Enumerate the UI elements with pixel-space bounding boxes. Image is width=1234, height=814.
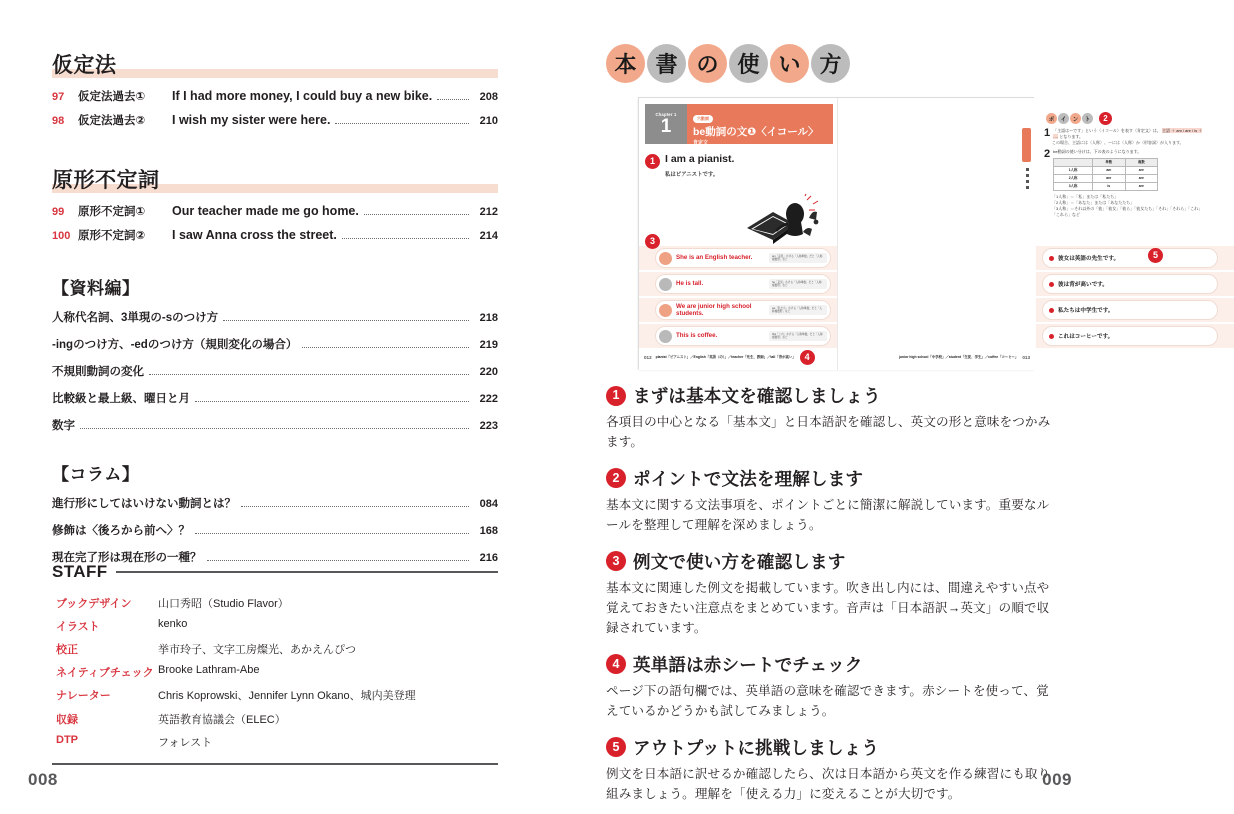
answer-marker-icon bbox=[1049, 308, 1054, 313]
staff-row bbox=[52, 707, 498, 730]
speaker-face-icon bbox=[659, 278, 672, 291]
explanation-number-badge: 5 bbox=[606, 737, 626, 757]
sample-answer-row bbox=[1036, 324, 1234, 348]
toc-row-number: 98 bbox=[52, 115, 65, 127]
sample-page-number-left: 012 bbox=[644, 355, 652, 360]
answer-marker-icon bbox=[1049, 256, 1054, 261]
toc-row[interactable] bbox=[52, 109, 498, 134]
sample-unit-header bbox=[645, 104, 833, 144]
sample-point-note: 「2人称」＝「あなた」または「あなたたち」 bbox=[1052, 200, 1135, 206]
explanation-item bbox=[606, 652, 1060, 722]
staff-row bbox=[52, 661, 498, 684]
explanation-title: 英単語は赤シートでチェック bbox=[633, 654, 863, 675]
explanation-number-badge: 2 bbox=[606, 468, 626, 488]
toc-row[interactable] bbox=[52, 357, 498, 384]
explanation-item bbox=[606, 549, 1060, 639]
explanation-title: ポイントで文法を理解します bbox=[633, 468, 864, 489]
sample-example-en: She is an English teacher. bbox=[676, 254, 753, 262]
sample-right-page bbox=[837, 98, 1203, 370]
leader-dots bbox=[342, 238, 469, 239]
pianist-illustration-icon bbox=[743, 194, 823, 246]
sample-chapter-number: 1 bbox=[660, 116, 672, 137]
sample-point-text: be動詞の使い分けは、下の表のようになります。 bbox=[1053, 149, 1142, 154]
toc-row-page: 216 bbox=[479, 551, 498, 564]
sample-example-note: this「これ」かける「人称単数」だと「人称複数形」など bbox=[769, 331, 827, 342]
staff-value: Brooke Lathram-Abe bbox=[158, 664, 260, 677]
callout-badge-2: 2 bbox=[1099, 112, 1112, 125]
table-cell: are bbox=[1125, 167, 1158, 175]
toc-row[interactable] bbox=[52, 489, 498, 516]
sample-point-note: 「1人称」＝「私」または「私たち」 bbox=[1052, 194, 1119, 200]
toc-row-label: 人称代名詞、3単現の-sのつけ方 bbox=[52, 311, 219, 324]
sample-be-verb-table bbox=[1053, 158, 1158, 191]
explanation-number-badge: 4 bbox=[606, 654, 626, 674]
explanation-number-badge: 1 bbox=[606, 386, 626, 406]
explanation-item bbox=[606, 735, 1060, 805]
leader-dots bbox=[149, 374, 469, 375]
leader-dots bbox=[80, 428, 469, 429]
staff-role: 校正 bbox=[56, 643, 78, 656]
table-cell: 3人称 bbox=[1054, 183, 1093, 191]
leader-dots bbox=[302, 347, 469, 348]
sample-point-number: 1 bbox=[1044, 127, 1051, 139]
explanation-body: ページ下の語句欄では、英単語の意味を確認できます。赤シートを使って、覚えているかどうかも試してみましょう。 bbox=[606, 683, 1049, 719]
sample-answer-ja: 彼は背が高いです。 bbox=[1058, 282, 1108, 288]
speaker-face-icon bbox=[659, 304, 672, 317]
sample-answer-row bbox=[1036, 246, 1234, 270]
sample-vocab-right: junior high school「中学校」／student「生徒、学生」／coffee「コーヒー」 bbox=[899, 355, 1019, 360]
toc-section-appendix bbox=[52, 274, 498, 438]
explanation-body: 各項目の中心となる「基本文」と日本語訳を確認し、英文の形と意味をつかみます。 bbox=[606, 415, 1051, 450]
toc-row-page: 212 bbox=[479, 205, 498, 218]
toc-row-page: 168 bbox=[479, 524, 498, 537]
page-number-right: 009 bbox=[1042, 770, 1072, 789]
staff-value: フォレスト bbox=[158, 736, 213, 749]
table-cell: is bbox=[1092, 183, 1125, 191]
sample-footer-left bbox=[639, 350, 837, 365]
toc-row-page: 210 bbox=[479, 115, 498, 127]
toc-row-label: 現在完了形は現在形の一種？ bbox=[52, 551, 202, 564]
toc-row-number: 97 bbox=[52, 90, 65, 103]
staff-row bbox=[52, 684, 498, 707]
toc-row-label: 仮定法過去① bbox=[78, 90, 146, 103]
staff-value: 英語教育協議会（ELEC） bbox=[158, 713, 286, 726]
chapter-side-dots bbox=[1026, 168, 1029, 189]
sample-point-label bbox=[1046, 112, 1112, 125]
explanation-title: まずは基本文を確認しましょう bbox=[633, 386, 881, 406]
sample-example-row bbox=[639, 246, 837, 270]
leader-dots bbox=[241, 506, 469, 507]
explanation-header bbox=[606, 383, 1060, 408]
staff-role: ネイティブチェック bbox=[56, 667, 154, 680]
table-cell: are bbox=[1125, 175, 1158, 183]
toc-row-label: 修飾は〈後ろから前へ〉？ bbox=[52, 524, 190, 537]
sample-left-page bbox=[639, 98, 837, 370]
sample-answer-row bbox=[1036, 272, 1234, 296]
explanation-number-badge: 3 bbox=[606, 551, 626, 571]
sample-example-card bbox=[655, 248, 831, 268]
point-label-char: ト bbox=[1082, 113, 1093, 124]
sample-spread-preview bbox=[638, 97, 1203, 369]
staff-title: STAFF bbox=[52, 562, 108, 581]
page-number-left: 008 bbox=[28, 770, 58, 789]
table-cell: 2人称 bbox=[1054, 175, 1093, 183]
sample-basic-sentence-ja: 私はピアニストです。 bbox=[665, 172, 719, 178]
sample-example-note: am「意見」かける「人称単数」だと「人称複数形」など bbox=[769, 253, 827, 264]
chapter-side-tab bbox=[1022, 128, 1031, 162]
table-header bbox=[1054, 159, 1093, 167]
toc-row-page: 222 bbox=[479, 392, 498, 405]
toc-row[interactable] bbox=[52, 411, 498, 438]
staff-rule bbox=[116, 571, 498, 572]
sample-example-card bbox=[655, 274, 831, 294]
answer-marker-icon bbox=[1049, 282, 1054, 287]
left-page-toc bbox=[0, 0, 550, 814]
toc-heading-text: 仮定法 bbox=[52, 54, 117, 77]
sample-footer bbox=[639, 350, 1035, 365]
sample-answer-card bbox=[1042, 300, 1218, 320]
explanation-header bbox=[606, 735, 1060, 760]
sample-example-note: we「私たち」かける「人称単数」だと「人称複数形」など bbox=[769, 305, 827, 316]
sample-example-list bbox=[639, 236, 837, 350]
toc-row-english: Our teacher made me go home. bbox=[172, 203, 359, 218]
sample-example-en: This is coffee. bbox=[676, 332, 718, 340]
leader-dots bbox=[335, 123, 469, 124]
explanation-list bbox=[606, 383, 1060, 804]
toc-heading-text: 原形不定詞 bbox=[52, 169, 160, 192]
sample-point-note: 「3人称」＝それ以外の「彼」「彼女」「彼ら」「彼女たち」「それ」「それら」「これ」「これら」など bbox=[1052, 206, 1203, 218]
toc-row-page: 220 bbox=[479, 365, 498, 378]
toc-row-label: 不規則動詞の変化 bbox=[52, 365, 144, 378]
point-label-char: ン bbox=[1070, 113, 1081, 124]
toc-row-label: 原形不定詞② bbox=[78, 230, 146, 242]
toc-row[interactable] bbox=[52, 199, 498, 224]
toc-row-page: 219 bbox=[479, 338, 498, 351]
sample-example-card bbox=[655, 300, 831, 320]
staff-row bbox=[52, 730, 498, 753]
table-header: 単数 bbox=[1092, 159, 1125, 167]
sample-point-note: この場合、主語には〈人称〉、〜には〈人称〉か〈形容詞〉が入ります。 bbox=[1052, 140, 1184, 145]
sample-answer-row bbox=[1036, 298, 1234, 322]
explanation-title: 例文で使い方を確認します bbox=[633, 551, 846, 572]
staff-bottom-rule bbox=[52, 763, 498, 764]
toc-heading-bar bbox=[117, 69, 499, 78]
sample-chapter-block bbox=[645, 104, 687, 144]
right-page-how-to-use bbox=[550, 0, 1203, 814]
sample-chapter-label: Chapter 1 bbox=[655, 112, 677, 117]
staff-role: 収録 bbox=[56, 713, 78, 726]
toc-row[interactable] bbox=[52, 224, 498, 249]
callout-badge-1: 1 bbox=[645, 154, 660, 169]
staff-role: ナレーター bbox=[56, 690, 111, 703]
title-char-bubble: 書 bbox=[647, 44, 686, 83]
page-title bbox=[606, 44, 1060, 83]
callout-badge-5: 5 bbox=[1148, 248, 1163, 263]
leader-dots bbox=[437, 99, 469, 100]
table-cell: 1人称 bbox=[1054, 167, 1093, 175]
explanation-item bbox=[606, 466, 1060, 536]
toc-section-column bbox=[52, 460, 498, 570]
speaker-face-icon bbox=[659, 330, 672, 343]
toc-row-page: 218 bbox=[479, 311, 498, 324]
sample-point-formula: 主語 ＋ am / are / is ＋ …. bbox=[1053, 128, 1203, 139]
table-row bbox=[1054, 183, 1158, 191]
sample-unit-title-block bbox=[687, 104, 833, 144]
toc-section-kateiho bbox=[52, 44, 498, 133]
title-char-bubble: 本 bbox=[606, 44, 645, 83]
toc-row-page: 214 bbox=[479, 230, 498, 242]
toc-row-english: If I had more money, I could buy a new bike. bbox=[172, 88, 433, 103]
staff-row bbox=[52, 591, 498, 614]
sample-point-formula-tail: となります。 bbox=[1059, 134, 1084, 139]
toc-row-number: 99 bbox=[52, 205, 65, 218]
sample-unit-title: be動詞の文❶〈イコール〉 bbox=[693, 126, 819, 138]
staff-role: イラスト bbox=[56, 620, 100, 633]
staff-value: Chris Koprowski、Jennifer Lynn Okano、城内美登理 bbox=[158, 690, 416, 703]
sample-answer-ja: 彼女は英語の先生です。 bbox=[1058, 256, 1120, 262]
table-header: 複数 bbox=[1125, 159, 1158, 167]
callout-badge-3: 3 bbox=[645, 234, 660, 249]
toc-row-english: I saw Anna cross the street. bbox=[172, 228, 337, 242]
table-cell: are bbox=[1092, 175, 1125, 183]
sample-unit-tag: 六動詞 bbox=[693, 115, 713, 123]
toc-row-label: 仮定法過去② bbox=[78, 115, 146, 127]
sample-answer-list bbox=[1036, 246, 1234, 350]
sample-answer-card bbox=[1042, 248, 1218, 268]
explanation-body: 例文を日本語に訳せるか確認したら、次は日本語から英文を作る練習にも取り組みましょう。理解を「使える力」に変えることが大切です。 bbox=[606, 766, 1051, 801]
explanation-title: アウトプットに挑戦しましょう bbox=[633, 737, 880, 758]
toc-row-label: -ingのつけ方、-edのつけ方（規則変化の場合） bbox=[52, 338, 298, 351]
toc-section-heading bbox=[52, 44, 498, 78]
staff-value: 山口秀昭（Studio Flavor） bbox=[158, 597, 289, 610]
explanation-body: 基本文に関連した例文を掲載しています。吹き出し内には、間違えやすい点や覚えておきたい注意点をまとめています。音声は「日本語訳→英文」の順で収録されています。 bbox=[606, 580, 1050, 636]
staff-block bbox=[52, 562, 498, 765]
toc-row[interactable] bbox=[52, 84, 498, 109]
toc-row[interactable] bbox=[52, 384, 498, 411]
table-cell: are bbox=[1125, 183, 1158, 191]
title-char-bubble: の bbox=[688, 44, 727, 83]
toc-section-genkeifuteishi bbox=[52, 159, 498, 248]
staff-row bbox=[52, 614, 498, 637]
callout-badge-4: 4 bbox=[800, 350, 815, 365]
table-cell: am bbox=[1092, 167, 1125, 175]
toc-row-page: 208 bbox=[479, 90, 498, 103]
speaker-face-icon bbox=[659, 252, 672, 265]
sample-point-number: 2 bbox=[1044, 148, 1051, 160]
point-label-char: ポ bbox=[1046, 113, 1057, 124]
toc-row-page: 084 bbox=[479, 497, 498, 510]
sample-point-body bbox=[1044, 128, 1204, 218]
explanation-header bbox=[606, 549, 1060, 574]
sample-answer-card bbox=[1042, 326, 1218, 346]
leader-dots bbox=[195, 401, 469, 402]
toc-row-page: 223 bbox=[479, 419, 498, 432]
sample-example-en: He is tall. bbox=[676, 280, 704, 288]
sample-answer-card bbox=[1042, 274, 1218, 294]
title-char-bubble: 方 bbox=[811, 44, 850, 83]
sample-example-note: he「意見」かける「人称単数」だと「人称複数形」など bbox=[769, 279, 827, 290]
sample-vocab-left: pianist「ピアニスト」／English「英語（の）」／teacher「先生、教師」／tall「背が高い」 bbox=[655, 355, 796, 360]
title-char-bubble: 使 bbox=[729, 44, 768, 83]
toc-row-label: 進行形にしてはいけない動詞とは？ bbox=[52, 497, 236, 510]
explanation-item bbox=[606, 383, 1060, 453]
table-row bbox=[1054, 167, 1158, 175]
staff-role: DTP bbox=[56, 733, 78, 746]
sample-footer-right bbox=[837, 355, 1035, 360]
column-heading: 【コラム】 bbox=[52, 465, 140, 484]
sample-example-row bbox=[639, 324, 837, 348]
toc-row[interactable] bbox=[52, 303, 498, 330]
sample-example-row bbox=[639, 298, 837, 322]
toc-row-english: I wish my sister were here. bbox=[172, 113, 331, 127]
sample-answer-ja: 私たちは中学生です。 bbox=[1058, 308, 1114, 314]
staff-role: ブックデザイン bbox=[56, 597, 132, 610]
toc-row-label: 数字 bbox=[52, 419, 75, 432]
staff-value: 挙市玲子、文字工房燦光、あかえんぴつ bbox=[158, 643, 356, 656]
appendix-heading: 【資料編】 bbox=[52, 279, 140, 298]
leader-dots bbox=[223, 320, 469, 321]
table-row bbox=[1054, 175, 1158, 183]
sample-unit-subtitle: 肯定文 bbox=[693, 139, 709, 146]
toc-row-label: 原形不定詞① bbox=[78, 205, 146, 218]
toc-row-label: 比較級と最上級、曜日と月 bbox=[52, 392, 190, 405]
answer-marker-icon bbox=[1049, 334, 1054, 339]
explanation-header bbox=[606, 652, 1060, 677]
leader-dots bbox=[364, 214, 469, 215]
staff-value: kenko bbox=[158, 617, 188, 630]
staff-row bbox=[52, 637, 498, 660]
sample-point-text: 「主語は〜です」という〈イコール〉を表す〈肯定文〉は、 bbox=[1053, 128, 1161, 133]
toc-row[interactable] bbox=[52, 516, 498, 543]
sample-example-en: We are junior high school students. bbox=[676, 302, 752, 317]
toc-row[interactable] bbox=[52, 330, 498, 357]
leader-dots bbox=[207, 560, 470, 561]
toc-heading-bar bbox=[160, 184, 499, 193]
sample-page-number-right: 013 bbox=[1022, 355, 1030, 360]
explanation-body: 基本文に関する文法事項を、ポイントごとに簡潔に解説しています。重要なルールを整理して理解を深めましょう。 bbox=[606, 497, 1050, 533]
sample-example-card bbox=[655, 326, 831, 346]
explanation-header bbox=[606, 466, 1060, 491]
title-char-bubble: い bbox=[770, 44, 809, 83]
toc-section-heading bbox=[52, 159, 498, 193]
sample-answer-ja: これはコーヒーです。 bbox=[1058, 334, 1114, 340]
sample-basic-sentence-en: I am a pianist. bbox=[665, 153, 735, 165]
point-label-char: イ bbox=[1058, 113, 1069, 124]
sample-example-row bbox=[639, 272, 837, 296]
staff-heading bbox=[52, 562, 498, 582]
toc-row-number: 100 bbox=[52, 230, 71, 242]
leader-dots bbox=[195, 533, 469, 534]
